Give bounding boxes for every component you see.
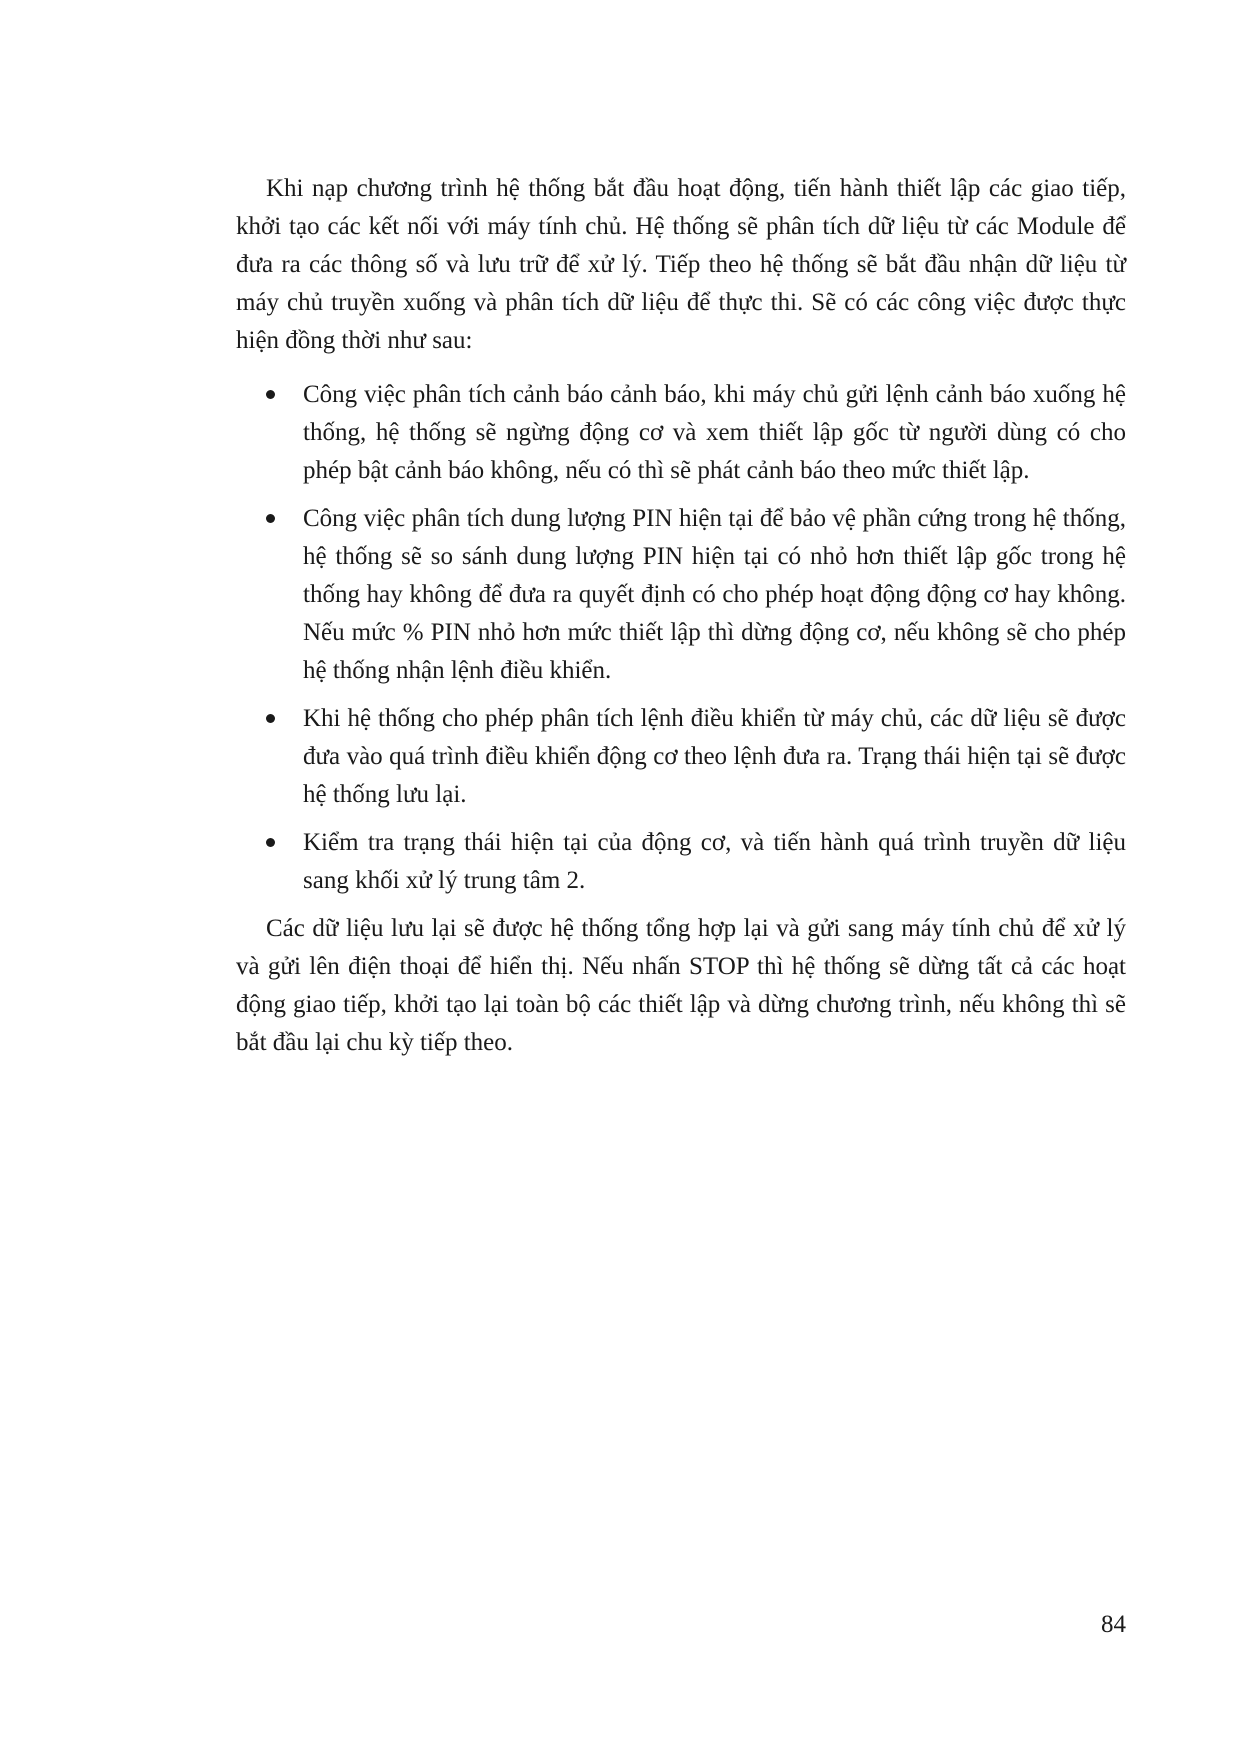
bullet-item [236,376,1126,490]
page-number: 84 [1101,1611,1126,1638]
bullet-text: Kiểm tra trạng thái hiện tại của động cơ, và tiến hành quá trình truyền dữ liệu sang khối xử lý trung tâm 2. [303,829,1126,894]
bullet-text: Công việc phân tích cảnh báo cảnh báo, khi máy chủ gửi lệnh cảnh báo xuống hệ thống, hệ thống sẽ ngừng động cơ và xem thiết lập gốc từ người dùng có cho phép bật cảnh báo không, nếu có thì sẽ phát cảnh báo theo mức thiết lập. [303,381,1126,484]
bullet-dot-icon [266,838,275,847]
bullet-dot-icon [266,390,275,399]
page-body [236,170,1126,1062]
bullet-text: Công việc phân tích dung lượng PIN hiện tại để bảo vệ phần cứng trong hệ thống, hệ thống sẽ so sánh dung lượng PIN hiện tại có nhỏ hơn thiết lập gốc trong hệ thống hay không để đưa ra quyết định có cho phép hoạt động động cơ hay không. Nếu mức % PIN nhỏ hơn mức thiết lập thì dừng động cơ, nếu không sẽ cho phép hệ thống nhận lệnh điều khiển. [303,505,1126,684]
bullet-item [236,824,1126,900]
bullet-item [236,700,1126,814]
bullet-text: Khi hệ thống cho phép phân tích lệnh điều khiển từ máy chủ, các dữ liệu sẽ được đưa vào quá trình điều khiển động cơ theo lệnh đưa ra. Trạng thái hiện tại sẽ được hệ thống lưu lại. [303,705,1126,808]
task-bullet-list [236,376,1126,900]
intro-paragraph: Khi nạp chương trình hệ thống bắt đầu hoạt động, tiến hành thiết lập các giao tiếp, khởi tạo các kết nối với máy tính chủ. Hệ thống sẽ phân tích dữ liệu từ các Module để đưa ra các thông số và lưu trữ để xử lý. Tiếp theo hệ thống sẽ bắt đầu nhận dữ liệu từ máy chủ truyền xuống và phân tích dữ liệu để thực thi. Sẽ có các công việc được thực hiện đồng thời như sau: [236,175,1126,354]
bullet-dot-icon [266,514,275,523]
bullet-item [236,500,1126,690]
closing-paragraph: Các dữ liệu lưu lại sẽ được hệ thống tổng hợp lại và gửi sang máy tính chủ để xử lý và gửi lên điện thoại để hiển thị. Nếu nhấn STOP thì hệ thống sẽ dừng tất cả các hoạt động giao tiếp, khởi tạo lại toàn bộ các thiết lập và dừng chương trình, nếu không thì sẽ bắt đầu lại chu kỳ tiếp theo. [236,915,1126,1056]
bullet-dot-icon [266,714,275,723]
